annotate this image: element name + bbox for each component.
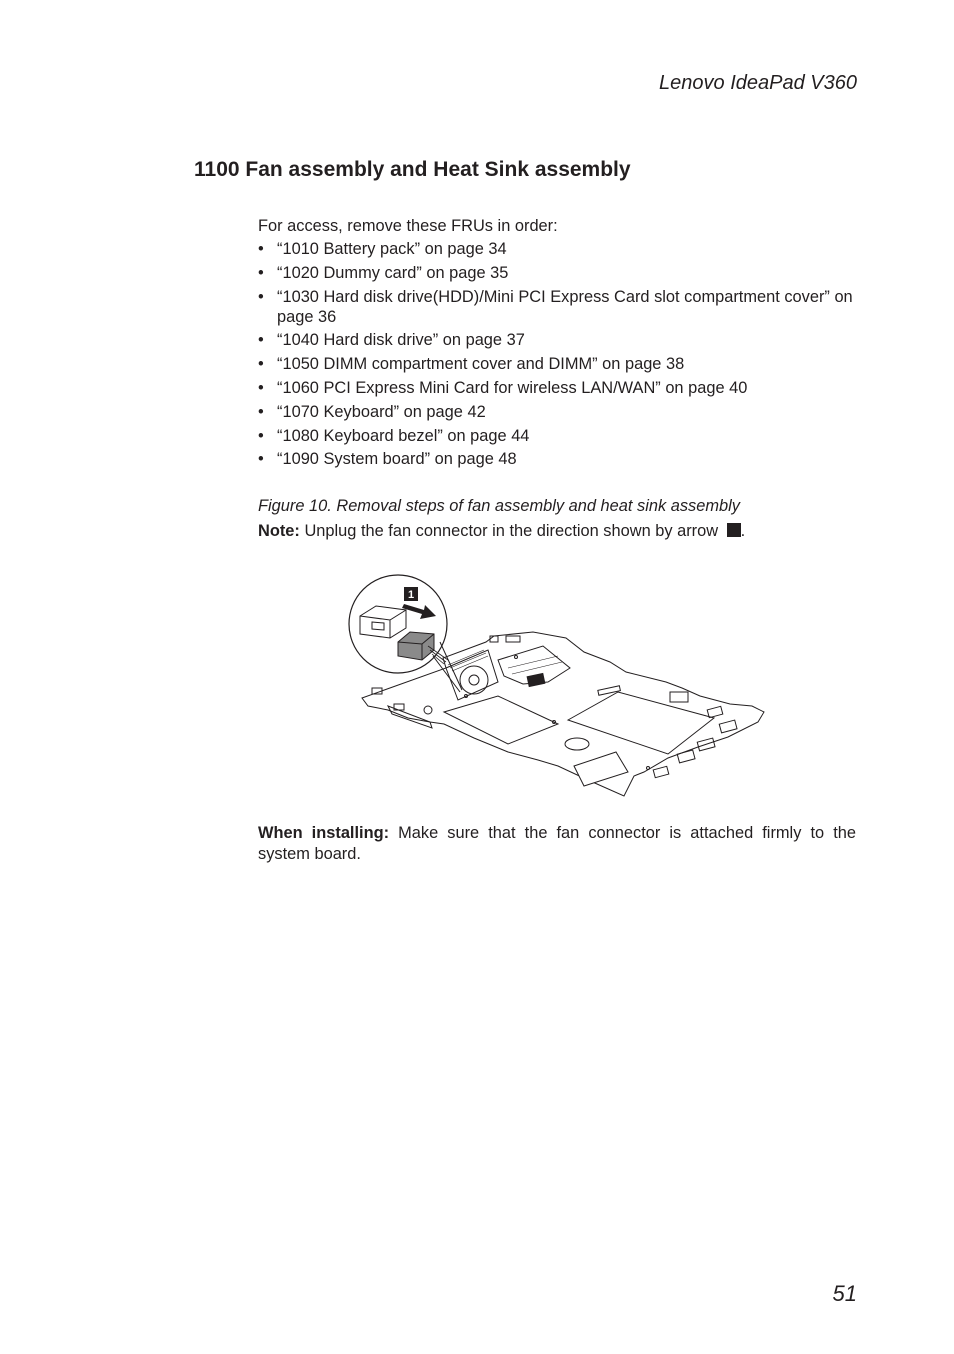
note xyxy=(258,522,745,541)
list-item: • “1040 Hard disk drive” on page 37 xyxy=(258,330,858,350)
intro-text: For access, remove these FRUs in order: xyxy=(258,217,558,235)
list-item: • “1080 Keyboard bezel” on page 44 xyxy=(258,426,858,446)
system-board-illustration xyxy=(348,572,770,802)
fru-list xyxy=(258,239,858,473)
list-item: • “1020 Dummy card” on page 35 xyxy=(258,263,858,283)
running-header: Lenovo IdeaPad V360 xyxy=(659,72,857,94)
list-item: • “1090 System board” on page 48 xyxy=(258,449,858,469)
note-text: Unplug the fan connector in the direction shown by arrow xyxy=(299,522,723,540)
arrow-step-icon xyxy=(727,523,741,537)
note-end: . xyxy=(740,522,746,540)
list-item: • “1060 PCI Express Mini Card for wireless LAN/WAN” on page 40 xyxy=(258,378,858,398)
installing-text: Make sure that the fan connector is attached firmly to the system board. xyxy=(258,824,856,863)
installing-note xyxy=(258,823,856,865)
list-item: • “1070 Keyboard” on page 42 xyxy=(258,402,858,422)
note-label: Note: xyxy=(258,522,300,540)
figure-caption: Figure 10. Removal steps of fan assembly and heat sink assembly xyxy=(258,497,740,515)
section-title: 1100 Fan assembly and Heat Sink assembly xyxy=(194,158,631,181)
list-item: • “1050 DIMM compartment cover and DIMM” on page 38 xyxy=(258,354,858,374)
list-item: • “1010 Battery pack” on page 34 xyxy=(258,239,858,259)
installing-label: When installing: xyxy=(258,824,390,842)
page-number: 51 xyxy=(832,1281,857,1306)
list-item: • “1030 Hard disk drive(HDD)/Mini PCI Express Card slot compartment cover” on page 36 xyxy=(258,287,858,327)
step-marker-label: 1 xyxy=(407,589,415,601)
